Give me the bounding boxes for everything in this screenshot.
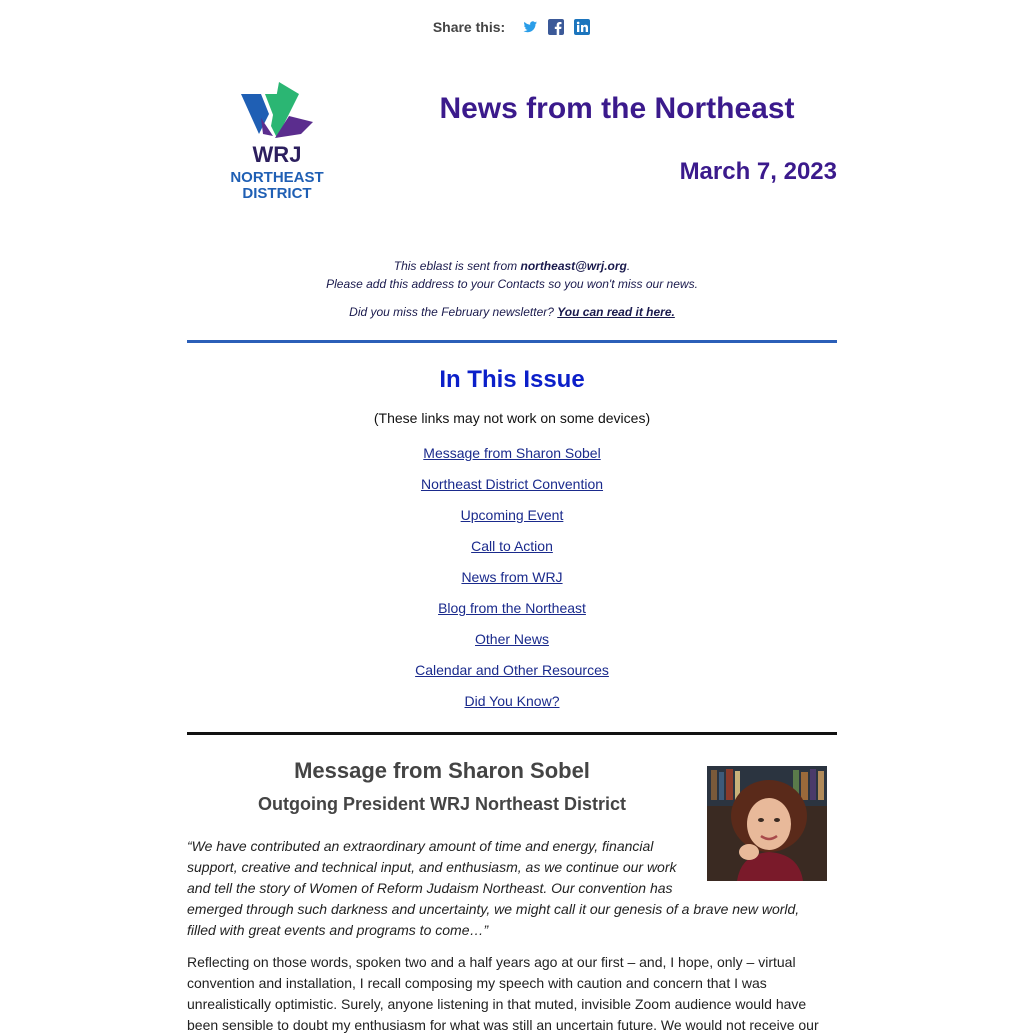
toc-link-calendar-and-other-resources[interactable]: Calendar and Other Resources bbox=[415, 662, 609, 678]
quote-line: emerged through such darkness and uncertainty, we might call it our genesis of a brave new world, bbox=[187, 901, 800, 917]
message-subtitle: Outgoing President WRJ Northeast District bbox=[257, 794, 627, 814]
divider-black bbox=[187, 732, 837, 735]
logo-district-text: DISTRICT bbox=[242, 185, 312, 202]
quote-line: “We have contributed an extraordinary amount of time and energy, financial bbox=[187, 838, 654, 854]
toc-link-northeast-district-convention[interactable]: Northeast District Convention bbox=[420, 476, 604, 492]
body-line: convention and installation, I recall composing my speech with caution and concern that I was bbox=[187, 975, 767, 991]
toc-link-news-from-wrj[interactable]: News from WRJ bbox=[461, 569, 563, 585]
quote-line: filled with great events and programs to come…” bbox=[187, 922, 489, 938]
sender-email: northeast@wrj.org bbox=[520, 259, 627, 273]
share-label: Share this: bbox=[432, 19, 506, 35]
twitter-icon[interactable] bbox=[521, 18, 539, 36]
toc-link-blog-from-the-northeast[interactable]: Blog from the Northeast bbox=[438, 600, 586, 616]
toc-link-did-you-know[interactable]: Did You Know? bbox=[464, 693, 560, 709]
toc-note: (These links may not work on some devices) bbox=[373, 410, 651, 426]
logo-northeast-text: NORTHEAST bbox=[230, 169, 324, 186]
sender-info bbox=[187, 257, 837, 321]
message-title: Message from Sharon Sobel bbox=[294, 758, 590, 783]
quote-line: and tell the story of Women of Reform Judaism Northeast. Our convention has bbox=[187, 880, 673, 896]
body-line: been sensible to doubt my enthusiasm for what was still an uncertain future. We would not receive our bbox=[187, 1017, 819, 1033]
facebook-icon[interactable] bbox=[547, 18, 565, 36]
toc-link-call-to-action[interactable]: Call to Action bbox=[471, 538, 553, 554]
missed-newsletter-line bbox=[187, 303, 837, 321]
read-february-newsletter-link[interactable]: You can read it here. bbox=[557, 305, 675, 319]
sender-line bbox=[187, 257, 837, 275]
message-quote bbox=[187, 836, 817, 941]
contacts-reminder: Please add this address to your Contacts so you won't miss our news. bbox=[326, 277, 698, 291]
quote-line: support, creative and technical input, and enthusiasm, as we continue our work bbox=[187, 859, 677, 875]
body-line: Reflecting on those words, spoken two and a half years ago at our first – and, I hope, only – virtual bbox=[187, 954, 796, 970]
toc-link-upcoming-event[interactable]: Upcoming Event bbox=[460, 507, 564, 523]
toc-title: In This Issue bbox=[439, 366, 585, 393]
newsletter-date: March 7, 2023 bbox=[679, 158, 837, 185]
share-bar bbox=[0, 18, 1024, 36]
divider-blue bbox=[187, 340, 837, 343]
linkedin-icon[interactable] bbox=[573, 18, 591, 36]
toc-link-other-news[interactable]: Other News bbox=[475, 631, 549, 647]
sender-suffix: . bbox=[626, 259, 631, 273]
logo-wrj-text: WRJ bbox=[252, 142, 302, 167]
sender-prefix: This eblast is sent from bbox=[393, 259, 521, 273]
toc-link-message-from-sharon-sobel[interactable]: Message from Sharon Sobel bbox=[423, 445, 601, 461]
body-line: unrealistically optimistic. Surely, anyone listening in that muted, invisible Zoom audience would have bbox=[187, 996, 807, 1012]
newsletter-header bbox=[187, 70, 837, 220]
in-this-issue-section bbox=[187, 362, 837, 717]
missed-newsletter-text: Did you miss the February newsletter? bbox=[349, 305, 558, 319]
newsletter-title: News from the Northeast bbox=[439, 92, 795, 125]
wrj-northeast-logo bbox=[215, 76, 345, 206]
message-body bbox=[187, 952, 837, 1036]
